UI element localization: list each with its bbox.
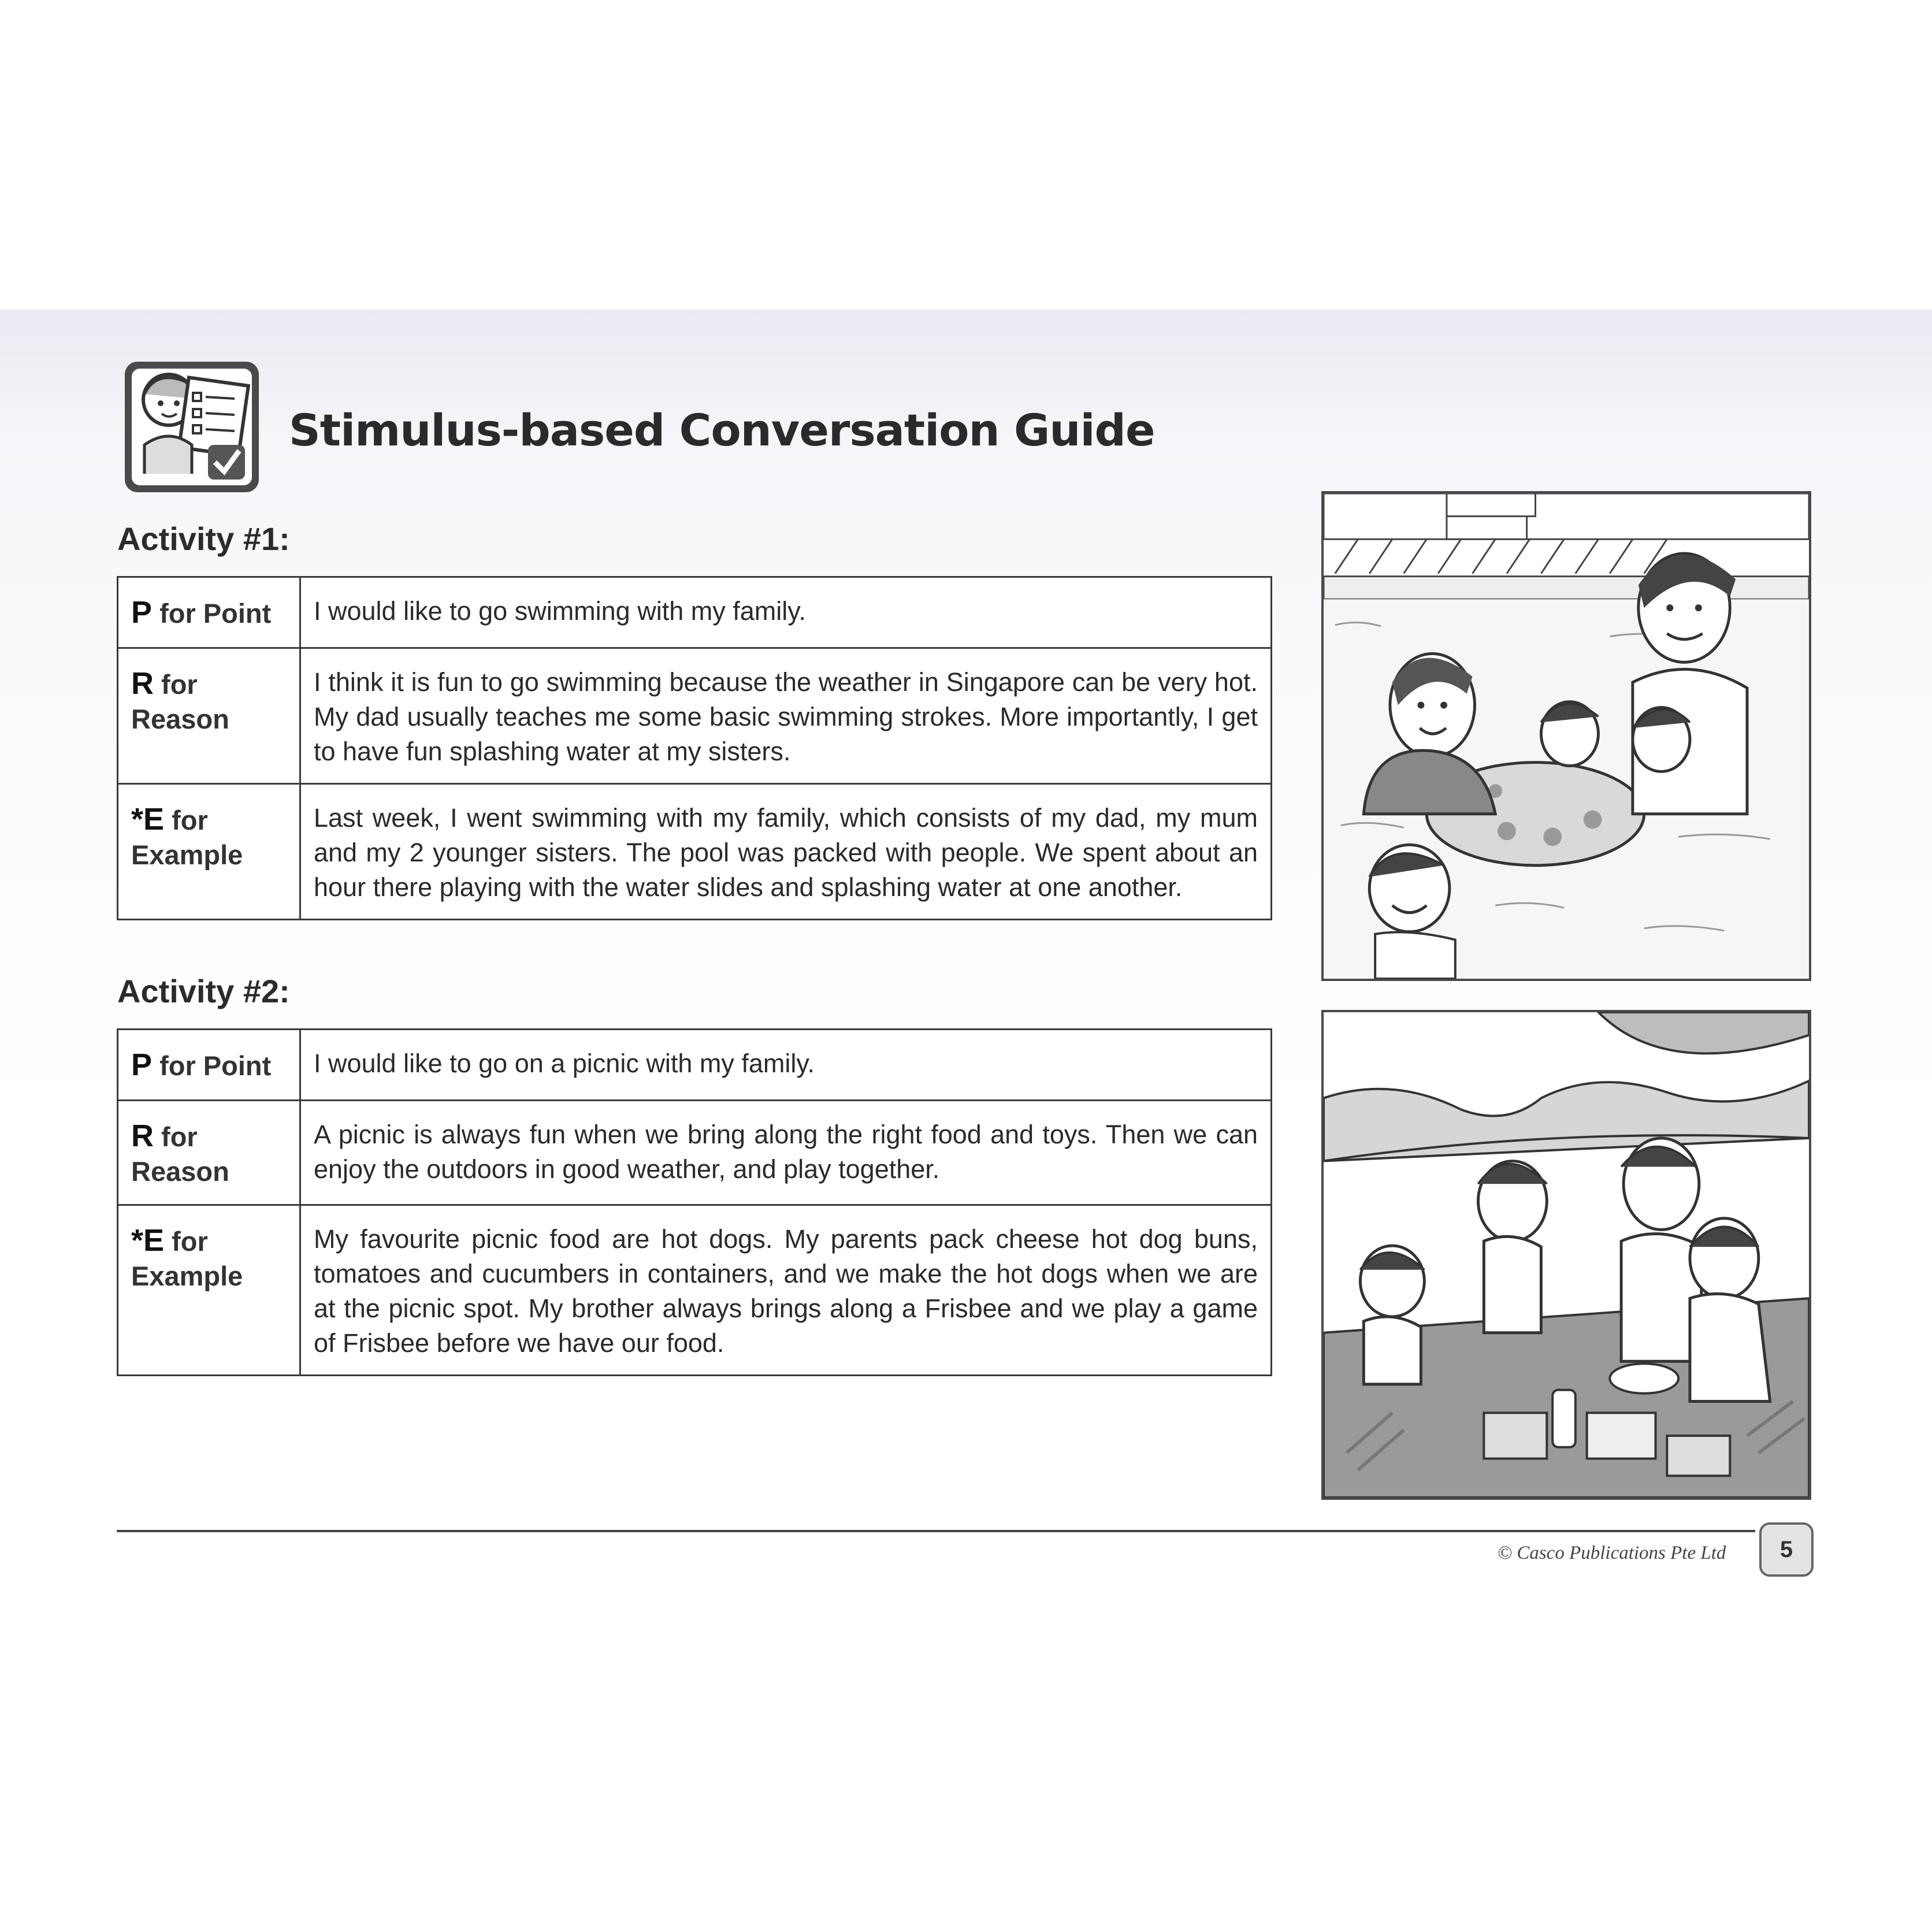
example-label: *E for Example — [118, 784, 300, 920]
family-picnic-illustration — [1321, 1010, 1811, 1500]
table-row — [118, 648, 1272, 784]
reason-text: A picnic is always fun when we bring along the right food and toys. Then we can enjoy the outdoors in good weather, and play together. — [300, 1101, 1272, 1205]
reason-label: R for Reason — [118, 648, 300, 784]
copyright-text: © Casco Publications Pte Ltd — [1498, 1543, 1726, 1563]
table-row — [118, 1205, 1272, 1376]
footer-divider — [117, 1530, 1755, 1532]
point-text: I would like to go on a picnic with my family. — [300, 1030, 1272, 1101]
page-number-badge: 5 — [1759, 1522, 1814, 1577]
family-swimming-pool-illustration — [1321, 491, 1811, 981]
checklist-kid-icon — [121, 358, 266, 497]
reason-text: I think it is fun to go swimming because the weather in Singapore can be very hot. My dad usually teaches me some basic swimming strokes. More importantly, I get to have fun splashing water at my sisters. — [300, 648, 1272, 784]
activity-2-heading: Activity #2: — [117, 973, 290, 1009]
example-text: Last week, I went swimming with my family, which consists of my dad, my mum and my 2 younger sisters. The pool was packed with people. We spent about an hour there playing with the water slides and splashing water at one another. — [300, 784, 1272, 920]
page-title: Stimulus-based Conversation Guide — [289, 404, 1155, 456]
point-label: P for Point — [118, 577, 300, 648]
table-row — [118, 1030, 1272, 1101]
reason-label: R for Reason — [118, 1101, 300, 1205]
activity-1-table — [117, 576, 1272, 920]
activity-1-heading: Activity #1: — [117, 521, 290, 557]
example-text: My favourite picnic food are hot dogs. My parents pack cheese hot dog buns, tomatoes and cucumbers in containers, and we make the hot dogs when we are at the picnic spot. My brother always brings along a Frisbee and we play a game of Frisbee before we have our food. — [300, 1205, 1272, 1376]
table-row — [118, 784, 1272, 920]
point-text: I would like to go swimming with my family. — [300, 577, 1272, 648]
table-row — [118, 1101, 1272, 1205]
point-label: P for Point — [118, 1030, 300, 1101]
activity-2-table — [117, 1028, 1272, 1376]
example-label: *E for Example — [118, 1205, 300, 1376]
table-row — [118, 577, 1272, 648]
